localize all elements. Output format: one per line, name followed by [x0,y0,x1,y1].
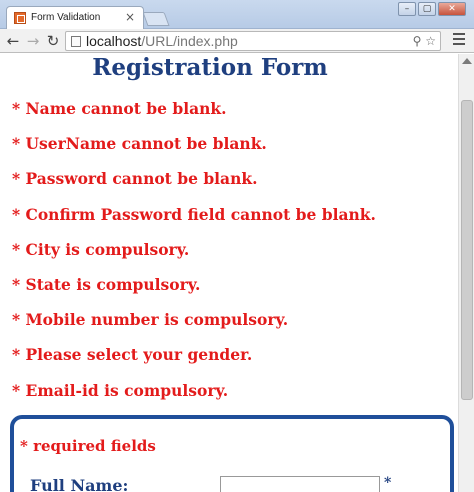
scroll-up-icon[interactable] [462,58,472,64]
address-bar[interactable] [65,31,441,51]
window-controls [398,2,466,16]
favicon-icon [14,12,26,24]
page-icon [71,36,81,47]
url-path: /URL/index.php [141,33,238,49]
url-host: localhost [86,33,142,49]
registration-form [10,415,454,492]
page-content [0,54,458,492]
maximize-button[interactable]: ▢ [418,2,436,16]
url-text[interactable] [86,33,238,49]
browser-toolbar [0,29,474,53]
error-message: * State is compulsory. [12,274,201,294]
full-name-label: Full Name: [30,476,129,492]
new-tab-button[interactable] [142,12,169,26]
error-message: * Mobile number is compulsory. [12,310,289,330]
menu-icon[interactable] [453,33,465,47]
error-message: * Name cannot be blank. [12,99,227,118]
error-message: * Email-id is compulsory. [12,380,229,400]
back-icon[interactable]: ← [6,32,20,50]
required-fields-note: * required fields [20,437,156,455]
error-message: * City is compulsory. [12,239,190,259]
error-message: * Confirm Password field cannot be blank. [12,204,376,224]
error-list [12,99,376,416]
tab-bar [0,0,474,29]
star-icon[interactable]: ☆ [425,34,436,48]
scroll-thumb[interactable] [461,100,473,400]
minimize-button[interactable]: – [398,2,416,16]
zoom-icon[interactable]: ⚲ [412,34,422,48]
page-scrollbar[interactable] [458,54,474,492]
error-message: * Password cannot be blank. [12,169,258,189]
forward-icon[interactable]: → [26,32,40,50]
page-title: Registration Form [92,54,328,81]
close-icon[interactable]: × [124,10,135,24]
required-marker: * [384,475,392,491]
address-bar-actions [413,34,436,48]
reload-icon[interactable]: ↻ [46,32,60,50]
tab-title: Form Validation [31,12,101,23]
full-name-input[interactable] [220,476,380,492]
browser-tab[interactable] [6,6,144,30]
error-message: * Please select your gender. [12,345,253,365]
window-close-button[interactable]: ✕ [438,2,466,16]
error-message: * UserName cannot be blank. [12,134,267,154]
